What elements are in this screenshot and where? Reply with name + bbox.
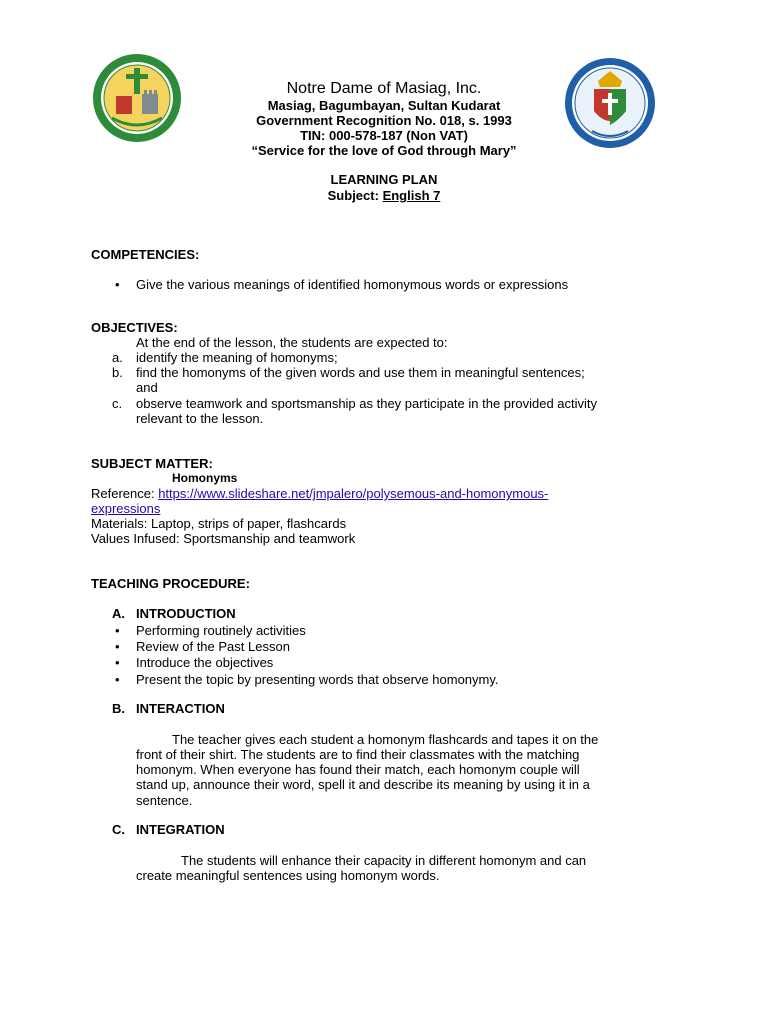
subject-line bbox=[0, 188, 768, 203]
values-infused: Values Infused: Sportsmanship and teamwork bbox=[91, 531, 356, 546]
objective-item: identify the meaning of homonyms; bbox=[136, 350, 338, 365]
subject-matter-heading: SUBJECT MATTER: bbox=[91, 456, 213, 471]
topic: Homonyms bbox=[172, 471, 238, 485]
interaction-text: front of their shirt. The students are to find their classmates with the matching bbox=[136, 747, 580, 762]
objective-letter: c. bbox=[112, 396, 123, 411]
integration-title: INTEGRATION bbox=[136, 822, 225, 837]
interaction-text: The teacher gives each student a homonym flashcards and tapes it on the bbox=[172, 732, 599, 747]
interaction-title: INTERACTION bbox=[136, 701, 225, 716]
school-name: Notre Dame of Masiag, Inc. bbox=[286, 80, 482, 97]
integration-text: The students will enhance their capacity in different homonym and can bbox=[181, 853, 587, 868]
subject-value: English 7 bbox=[382, 188, 441, 203]
competencies-heading: COMPETENCIES: bbox=[91, 247, 200, 262]
teaching-procedure-heading: TEACHING PROCEDURE: bbox=[91, 576, 250, 591]
section-letter: B. bbox=[112, 701, 125, 716]
materials: Materials: Laptop, strips of paper, flashcards bbox=[91, 516, 347, 531]
objective-item-continued: relevant to the lesson. bbox=[136, 411, 264, 426]
reference-link[interactable]: https://www.slideshare.net/jmpalero/polysemous-and-homonymous- bbox=[158, 486, 549, 501]
interaction-text: sentence. bbox=[136, 793, 193, 808]
introduction-item: Present the topic by presenting words that observe homonymy. bbox=[136, 672, 499, 687]
school-motto: “Service for the love of God through Mary” bbox=[251, 143, 517, 158]
introduction-title: INTRODUCTION bbox=[136, 606, 236, 621]
bullet-icon: • bbox=[115, 655, 120, 670]
competency-item: Give the various meanings of identified homonymous words or expressions bbox=[136, 277, 569, 292]
introduction-item: Performing routinely activities bbox=[136, 623, 306, 638]
reference-label: Reference: bbox=[91, 486, 159, 501]
objective-item-continued: and bbox=[136, 380, 158, 395]
interaction-text: stand up, announce their word, spell it and describe its meaning by using it in a bbox=[136, 777, 590, 792]
bullet-icon: • bbox=[115, 672, 120, 687]
section-letter: C. bbox=[112, 822, 125, 837]
section-letter: A. bbox=[112, 606, 125, 621]
objective-item: find the homonyms of the given words and use them in meaningful sentences; bbox=[136, 365, 585, 380]
government-recognition: Government Recognition No. 018, s. 1993 bbox=[256, 113, 512, 128]
bullet-icon: • bbox=[115, 277, 120, 292]
objectives-intro: At the end of the lesson, the students are expected to: bbox=[136, 335, 448, 350]
objectives-heading: OBJECTIVES: bbox=[91, 320, 178, 335]
integration-text: create meaningful sentences using homonym words. bbox=[136, 868, 440, 883]
reference-line bbox=[91, 486, 548, 501]
subject-label: Subject: bbox=[327, 188, 379, 203]
objective-letter: b. bbox=[112, 365, 123, 380]
plan-title: LEARNING PLAN bbox=[330, 172, 438, 187]
objective-item: observe teamwork and sportsmanship as they participate in the provided activity bbox=[136, 396, 598, 411]
introduction-item: Review of the Past Lesson bbox=[136, 639, 290, 654]
bullet-icon: • bbox=[115, 623, 120, 638]
reference-link-continued[interactable]: expressions bbox=[91, 501, 161, 516]
tin-number: TIN: 000-578-187 (Non VAT) bbox=[300, 128, 468, 143]
interaction-text: homonym. When everyone has found their match, each homonym couple will bbox=[136, 762, 580, 777]
introduction-item: Introduce the objectives bbox=[136, 655, 274, 670]
school-address: Masiag, Bagumbayan, Sultan Kudarat bbox=[267, 98, 501, 113]
bullet-icon: • bbox=[115, 639, 120, 654]
objective-letter: a. bbox=[112, 350, 123, 365]
